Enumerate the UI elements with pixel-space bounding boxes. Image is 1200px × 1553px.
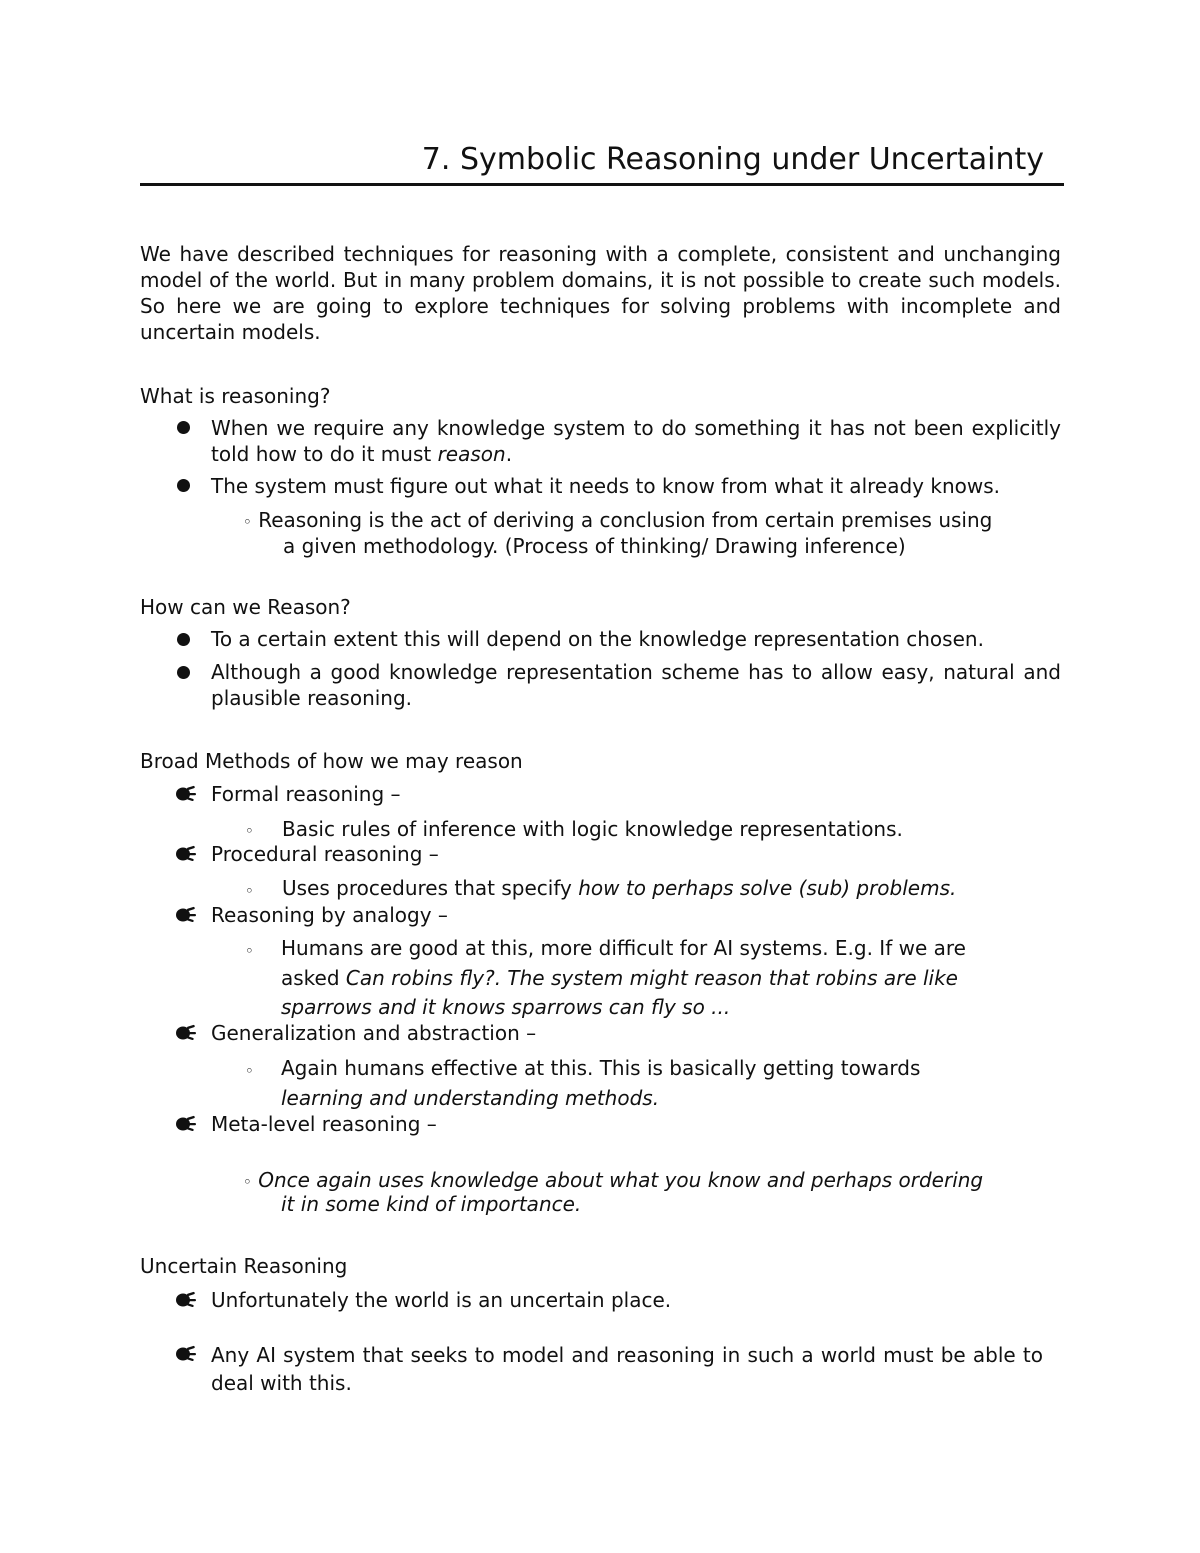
list-item: Although a good knowledge representation scheme has to allow easy, natural and plausible reasoning. — [211, 660, 1061, 710]
sub-list-item: Humans are good at this, more difficult for AI systems. E.g. If we are — [281, 936, 966, 960]
sub-list-item: ◦ Once again uses knowledge about what you know and perhaps ordering — [243, 1168, 984, 1192]
section-heading-uncertain-reasoning: Uncertain Reasoning — [140, 1254, 348, 1278]
title-underline — [140, 183, 1064, 186]
bullet-dot-icon — [177, 479, 190, 492]
sub-list-item-continuation: sparrows and it knows sparrows can fly so ... — [281, 995, 731, 1019]
method-reasoning-by-analogy: Reasoning by analogy – — [211, 903, 448, 927]
sub-list-item-continuation: a given methodology. (Process of thinking/ Drawing inference) — [283, 534, 906, 558]
list-item: Any AI system that seeks to model and reasoning in such a world must be able to deal with this. — [211, 1343, 1043, 1395]
bullet-dot-icon — [177, 666, 190, 679]
method-generalization-and-abstraction: Generalization and abstraction – — [211, 1021, 537, 1045]
method-procedural-reasoning: Procedural reasoning – — [211, 842, 439, 866]
section-heading-how-can-we-reason: How can we Reason? — [140, 595, 351, 619]
bullet-dot-icon — [177, 633, 190, 646]
method-meta-level-reasoning: Meta-level reasoning – — [211, 1112, 437, 1136]
sub-list-item-continuation: asked Can robins fly?. The system might reason that robins are like — [281, 966, 958, 990]
sub-list-item: ◦ Reasoning is the act of deriving a conclusion from certain premises using — [243, 508, 993, 532]
sub-list-item: Again humans effective at this. This is basically getting towards — [281, 1056, 921, 1080]
ring-bullet-icon: ◦ — [243, 1173, 252, 1191]
intro-paragraph: We have described techniques for reasoning with a complete, consistent and unchanging model of the world. But in many problem domains, it is not possible to create such models. So here we are going to explore techniques for solving problems with incomplete and uncertain models. — [140, 242, 1061, 344]
sub-list-item: Uses procedures that specify how to perhaps solve (sub) problems. — [282, 876, 957, 900]
ring-bullet-icon: ◦ — [245, 942, 254, 960]
sub-list-item-continuation: it in some kind of importance. — [281, 1192, 582, 1216]
method-formal-reasoning: Formal reasoning – — [211, 782, 401, 806]
pointing-hand-icon — [175, 1291, 197, 1309]
pointing-hand-icon — [175, 1345, 197, 1363]
ring-bullet-icon: ◦ — [243, 513, 252, 531]
ring-bullet-icon: ◦ — [245, 1062, 254, 1080]
bullet-dot-icon — [177, 421, 190, 434]
pointing-hand-icon — [175, 845, 197, 863]
pointing-hand-icon — [175, 785, 197, 803]
ring-bullet-icon: ◦ — [245, 882, 254, 900]
pointing-hand-icon — [175, 906, 197, 924]
sub-list-item-continuation: learning and understanding methods. — [281, 1086, 660, 1110]
pointing-hand-icon — [175, 1024, 197, 1042]
page-title: 7. Symbolic Reasoning under Uncertainty — [421, 142, 1044, 177]
pointing-hand-icon — [175, 1115, 197, 1133]
section-heading-broad-methods: Broad Methods of how we may reason — [140, 749, 523, 773]
section-heading-what-is-reasoning: What is reasoning? — [140, 384, 331, 408]
list-item: The system must figure out what it needs to know from what it already knows. — [211, 474, 1000, 498]
list-item: To a certain extent this will depend on the knowledge representation chosen. — [211, 627, 984, 651]
ring-bullet-icon: ◦ — [245, 822, 254, 840]
list-item: When we require any knowledge system to do something it has not been explicitly told how to do it must reason. — [211, 416, 1061, 466]
emphasis-reason: reason — [437, 442, 506, 466]
list-item: Unfortunately the world is an uncertain place. — [211, 1288, 672, 1312]
sub-list-item: Basic rules of inference with logic knowledge representations. — [282, 817, 903, 841]
